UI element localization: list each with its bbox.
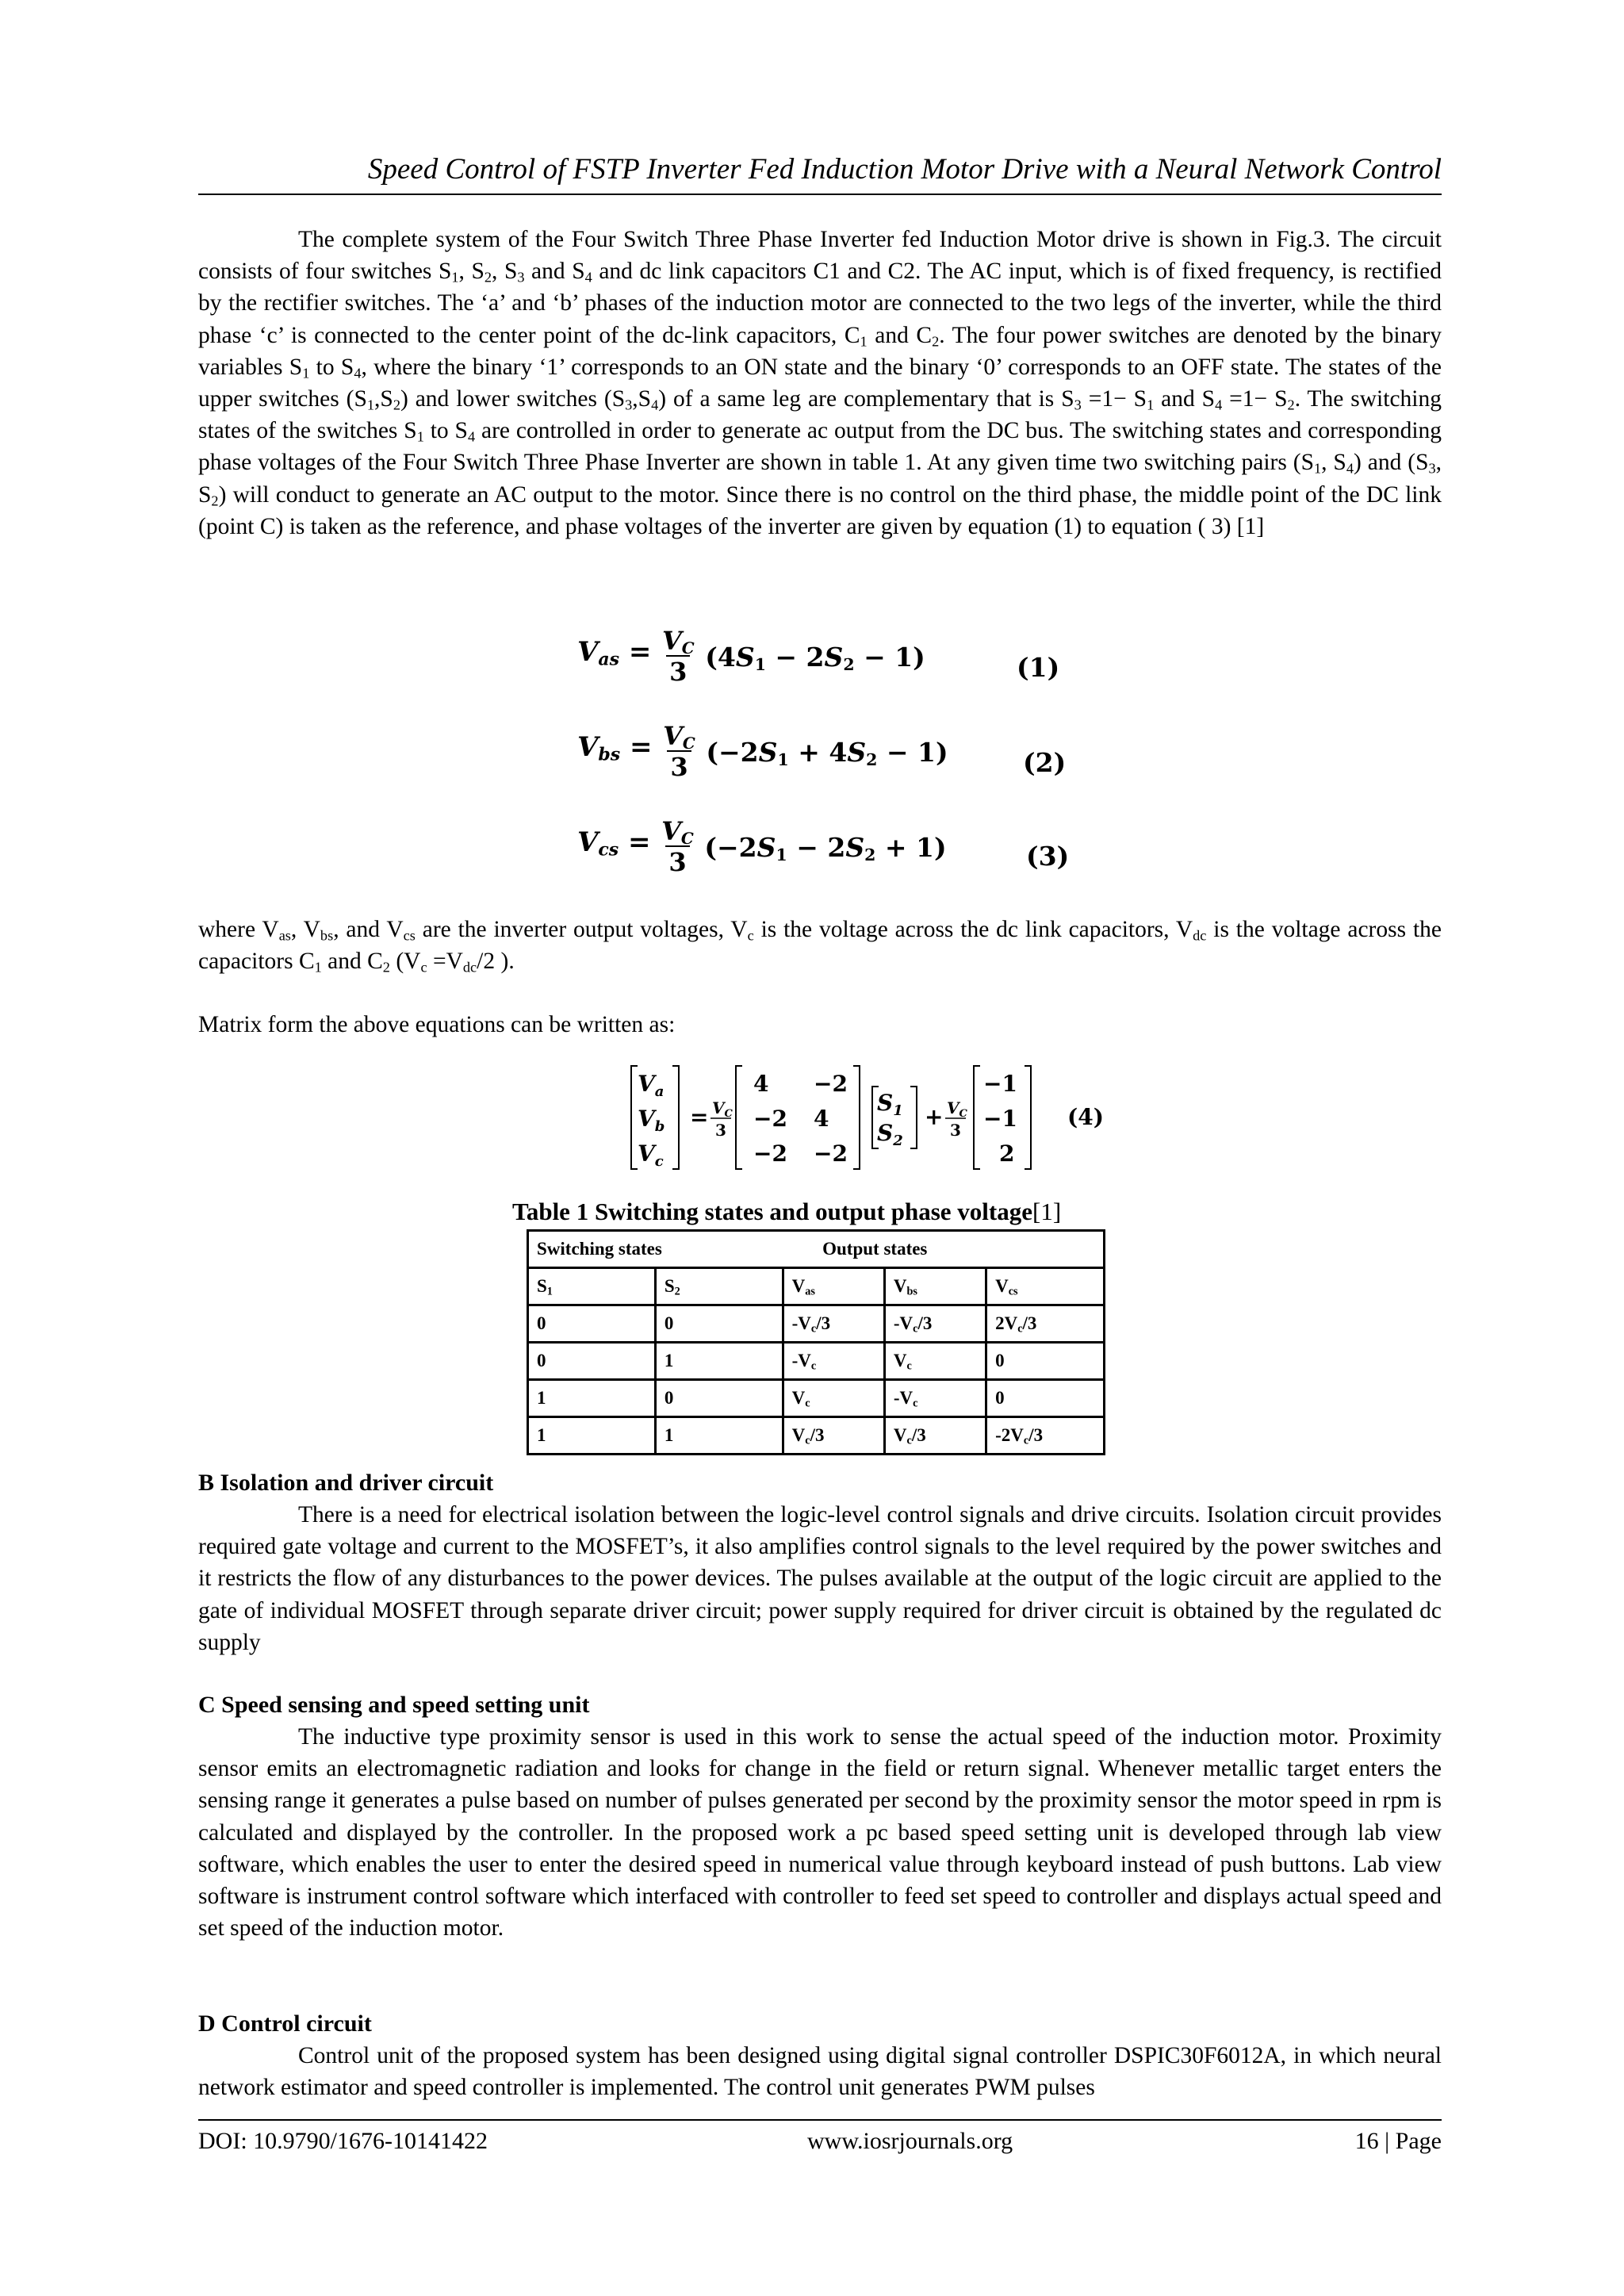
table-row bbox=[528, 1305, 1105, 1343]
table-cell: $V_c/3$ bbox=[884, 1417, 986, 1455]
column-header: $S_1$ bbox=[528, 1268, 656, 1305]
group-header-output: Output states bbox=[783, 1231, 1104, 1268]
eq2-num: $V_C$ bbox=[663, 721, 695, 753]
switching-states-table bbox=[527, 1229, 1105, 1455]
eq4-coef-den: 3 bbox=[715, 1121, 726, 1140]
const-cell: −1 bbox=[983, 1106, 1017, 1132]
eq2-rhs: $(-2S_1 + 4S_2 - 1)$ bbox=[706, 736, 948, 769]
table-row bbox=[528, 1417, 1105, 1455]
eq2-lhs: $V_{bs}$ = bbox=[577, 730, 653, 765]
eq4-tag: (4) bbox=[1067, 1104, 1104, 1130]
table-cell: $-2V_c/3$ bbox=[986, 1417, 1105, 1455]
speed-paragraph: The inductive type proximity sensor is used in this work to sense the actual speed of the induction motor. Proximity sensor emits an electromagnetic radiation and looks for change in the field or return signal. Whenever metallic target enters the sensing range it generates a pulse based on number of pulses generated per second by the proximity sensor the motor speed in rpm is calculated and displayed by the controller. In the proposed work a pc based speed setting unit is developed through lab view software, which enables the user to enter the desired speed in numerical value through keyboard instead of push buttons. Lab view software is instrument control software which interfaced with controller to feed set speed to controller and displays actual speed and set speed of the induction motor. bbox=[198, 1724, 1442, 1941]
eq3-tag: (3) bbox=[1026, 841, 1070, 872]
table-cell: 1 bbox=[655, 1417, 783, 1455]
eq3-den: 3 bbox=[665, 845, 689, 877]
footer-rule bbox=[198, 2119, 1442, 2121]
eq1-den: 3 bbox=[666, 655, 690, 687]
table-cell: 0 bbox=[655, 1380, 783, 1417]
equation-3 bbox=[577, 817, 947, 877]
table-row bbox=[528, 1380, 1105, 1417]
running-title: Speed Control of FSTP Inverter Fed Induction Motor Drive with a Neural Network Control bbox=[367, 153, 1442, 186]
eq3-rhs: $(-2S_1 - 2S_2 + 1)$ bbox=[704, 831, 947, 864]
table-cell: $V_c$ bbox=[783, 1380, 884, 1417]
table-column-header-row bbox=[528, 1268, 1105, 1305]
table-cell: 0 bbox=[655, 1305, 783, 1343]
table-row bbox=[528, 1343, 1105, 1380]
vec-va: $V_a$ bbox=[638, 1071, 665, 1100]
eq4-equals: = bbox=[690, 1104, 709, 1130]
matrix-cell: −2 bbox=[814, 1071, 848, 1097]
table-cell: 1 bbox=[528, 1380, 656, 1417]
const-cell: 2 bbox=[999, 1140, 1015, 1167]
control-paragraph: Control unit of the proposed system has been designed using digital signal controller DSPIC30F6012A, in which neural network estimator and speed controller is implemented. The control unit generates PWM pulses bbox=[198, 2043, 1442, 2101]
eq1-tag: (1) bbox=[1017, 652, 1060, 683]
eq2-fraction bbox=[660, 722, 699, 782]
eq1-num: $V_C$ bbox=[661, 626, 695, 657]
table-cell: $V_c/3$ bbox=[783, 1417, 884, 1455]
intro-text: The complete system of the Four Switch Three Phase Inverter fed Induction Motor drive is shown in Fig.3. The circuit consists of four switches $S_1$, $S_2$, $S_3$ and $S_4$ and dc link capacitors C1 and C2. The AC input, which is of fixed frequency, is rectified by the rectifier switches. The ‘a’ and ‘b’ phases of the induction motor are connected to the two legs of the inverter, while the third phase ‘c’ is connected to the center point of the dc-link capacitors, $C_1$ and $C_2$. The four power switches are denoted by the binary variables $S_1$ to $S_4$, where the binary ‘1’ corresponds to an ON state and the binary ‘0’ corresponds to an OFF state. The states of the upper switches $(S_1,S_2)$ and lower switches $(S_3,S_4)$ of a same leg are complementary that is $S_3 =1- S_1$ and $S_4 =1- S_2$. The switching states of the switches $S_1$ to $S_4$ are controlled in order to generate ac output from the DC bus. The switching states and corresponding phase voltages of the Four Switch Three Phase Inverter are shown in table 1. At any given time two switching pairs ($S_1$, $S_4$) and ($S_3$, $S_2$) will conduct to generate an AC output to the motor. Since there is no control on the third phase, the middle point of the DC link (point C) is taken as the reference, and phase voltages of the inverter are given by equation (1) to equation ( 3) [1] bbox=[198, 227, 1442, 539]
column-header: $V_{bs}$ bbox=[884, 1268, 986, 1305]
section-b-heading: B Isolation and driver circuit bbox=[198, 1470, 494, 1496]
table-title: Table 1 Switching states and output phase voltage[1] bbox=[512, 1198, 1062, 1225]
table-cell: 0 bbox=[986, 1343, 1105, 1380]
footer-page: 16 | Page bbox=[1354, 2128, 1442, 2154]
table-group-header-row bbox=[528, 1231, 1105, 1268]
table-cell: $V_c$ bbox=[884, 1343, 986, 1380]
eq2-tag: (2) bbox=[1023, 747, 1067, 778]
column-header: $V_{cs}$ bbox=[986, 1268, 1105, 1305]
group-header-switching: Switching states bbox=[528, 1231, 783, 1268]
isolation-paragraph: There is a need for electrical isolation between the logic-level control signals and drive circuits. Isolation circuit provides required gate voltage and current to the MOSFET’s, it also amplifies control signals to the level required by the power switches and it restricts the flow of any disturbances to the power devices. The pulses available at the output of the logic circuit are applied to the gate of individual MOSFET through separate driver circuit; power supply required for driver circuit is obtained by the regulated dc supply bbox=[198, 1502, 1442, 1655]
table-cell: $-V_c/3$ bbox=[783, 1305, 884, 1343]
matrix-cell: 4 bbox=[814, 1106, 829, 1132]
matrix-cells bbox=[753, 1071, 848, 1167]
eq2-den: 3 bbox=[667, 750, 691, 782]
equation-1 bbox=[577, 627, 925, 687]
table-cell: 1 bbox=[655, 1343, 783, 1380]
eq1-fraction bbox=[659, 627, 698, 687]
matrix-cell: −2 bbox=[753, 1106, 787, 1132]
table-cell: 0 bbox=[528, 1305, 656, 1343]
table-cell: $2V_c/3$ bbox=[986, 1305, 1105, 1343]
section-d-heading: D Control circuit bbox=[198, 2010, 372, 2037]
table-cell: $-V_c/3$ bbox=[884, 1305, 986, 1343]
vec-s2: $S_2$ bbox=[877, 1120, 903, 1149]
header-rule bbox=[198, 194, 1442, 195]
matrix-cell: −2 bbox=[814, 1140, 848, 1167]
table-cell: 1 bbox=[528, 1417, 656, 1455]
column-header: $S_2$ bbox=[655, 1268, 783, 1305]
equation-2 bbox=[577, 722, 948, 782]
table-cell: 0 bbox=[986, 1380, 1105, 1417]
eq4-coef2-den: 3 bbox=[950, 1121, 961, 1140]
vec-vc: $V_c$ bbox=[638, 1140, 664, 1170]
footer-site: www.iosrjournals.org bbox=[807, 2128, 1013, 2154]
where-paragraph bbox=[198, 914, 1442, 977]
eq1-rhs: $(4S_1 - 2S_2 - 1)$ bbox=[705, 641, 925, 674]
column-header: $V_{as}$ bbox=[783, 1268, 884, 1305]
eq3-lhs: $V_{cs}$ = bbox=[577, 826, 651, 860]
table-title-ref: [1] bbox=[1032, 1198, 1062, 1225]
table-cell: 0 bbox=[528, 1343, 656, 1380]
where-text: where $V_{as}$, $V_{bs}$, and $V_{cs}$ are the inverter output voltages, $V_c$ is the voltage across the dc link capacitors, $V_{dc}$ is the voltage across the capacitors $C_1$ and $C_2$ ($V_c =V_{dc}/2$ ). bbox=[198, 917, 1442, 976]
footer-doi: DOI: 10.9790/1676-10141422 bbox=[198, 2128, 488, 2154]
eq3-num: $V_C$ bbox=[661, 816, 694, 848]
section-c-heading: C Speed sensing and speed setting unit bbox=[198, 1692, 590, 1718]
const-cells bbox=[983, 1071, 1017, 1167]
matrix-intro: Matrix form the above equations can be written as: bbox=[198, 1012, 676, 1037]
matrix-cell: 4 bbox=[753, 1071, 769, 1097]
const-cell: −1 bbox=[983, 1071, 1017, 1097]
vec-s1: $S_1$ bbox=[877, 1090, 903, 1119]
eq4-coef-num: $V_C$ bbox=[712, 1098, 733, 1120]
equation-4-matrix bbox=[626, 1058, 1134, 1177]
intro-paragraph bbox=[198, 224, 1442, 542]
matrix-cell: −2 bbox=[753, 1140, 787, 1167]
table-cell: $-V_c$ bbox=[884, 1380, 986, 1417]
vec-vb: $V_b$ bbox=[638, 1106, 665, 1135]
table-cell: $-V_c$ bbox=[783, 1343, 884, 1380]
eq4-coef2-num: $V_C$ bbox=[947, 1098, 967, 1120]
eq1-lhs: $V_{as}$ = bbox=[577, 635, 652, 669]
eq3-fraction bbox=[658, 817, 697, 877]
eq4-plus: + bbox=[925, 1104, 944, 1130]
